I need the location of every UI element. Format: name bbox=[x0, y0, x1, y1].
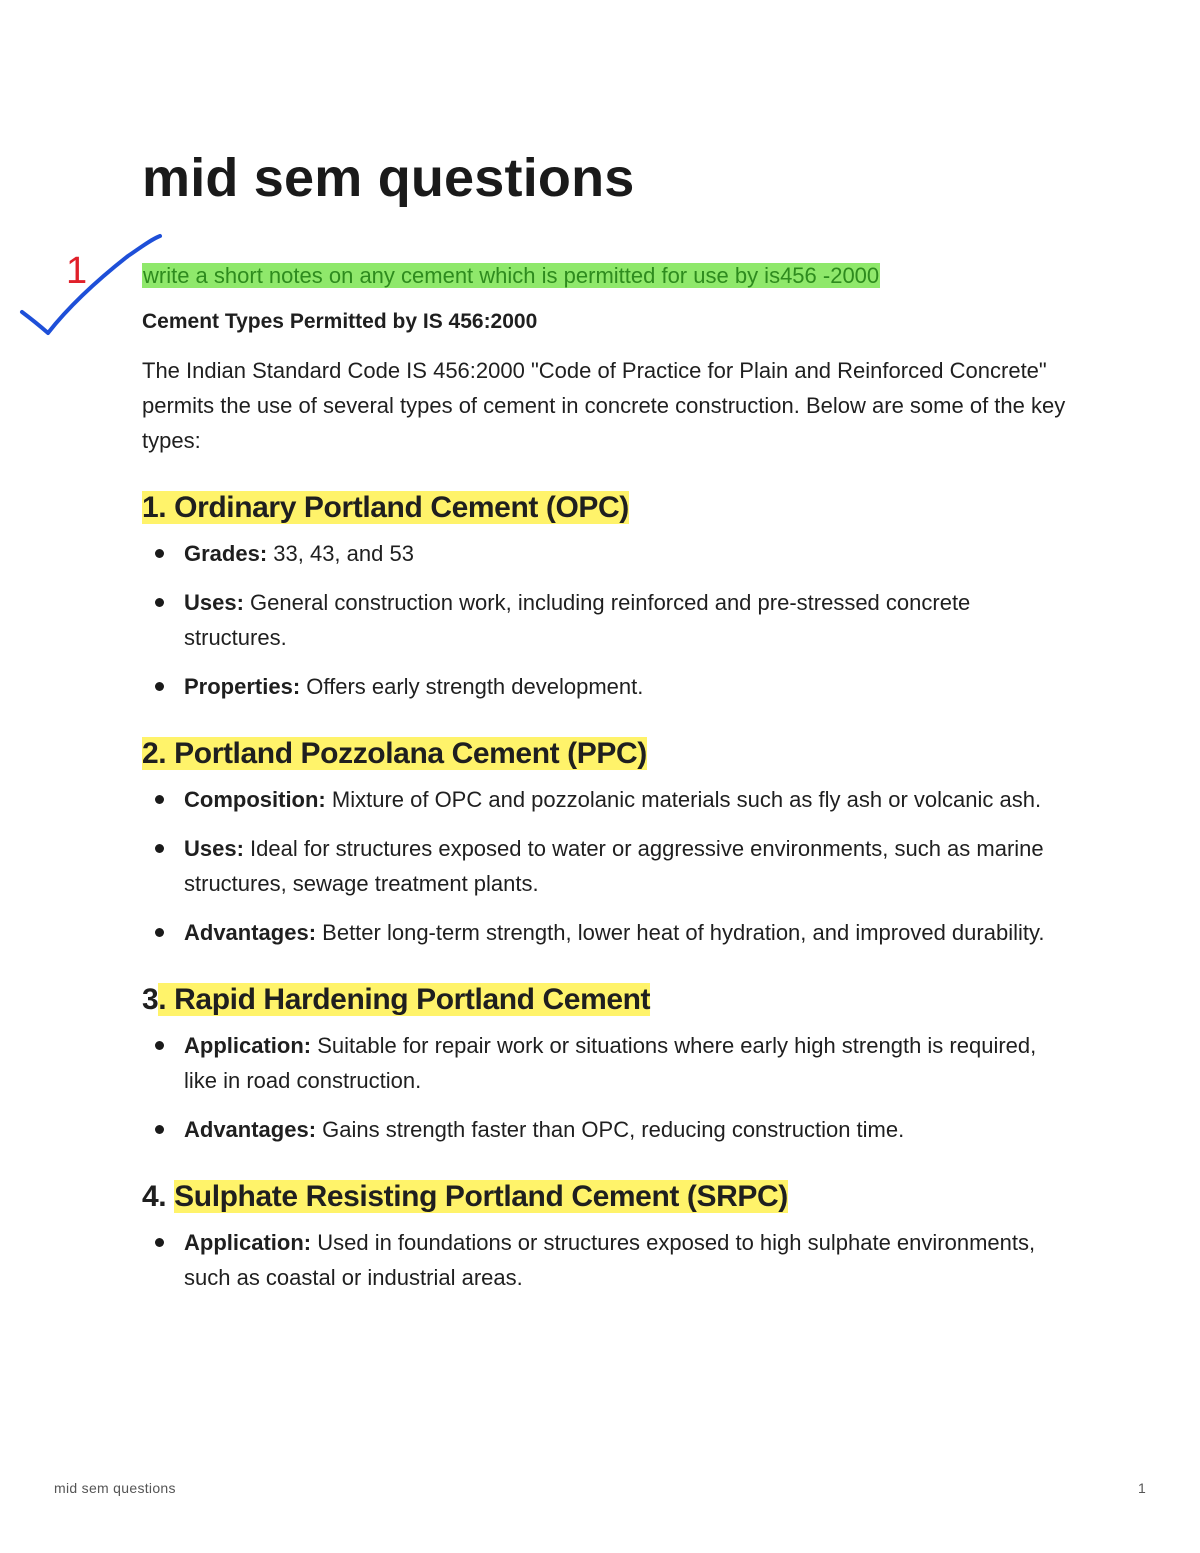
item-term: Properties: bbox=[184, 674, 301, 699]
item-term: Advantages: bbox=[184, 1117, 317, 1142]
bullet-icon bbox=[155, 928, 164, 937]
item-text: Gains strength faster than OPC, reducing construction time. bbox=[316, 1117, 905, 1142]
section-number: 3 bbox=[142, 983, 159, 1016]
list-item bbox=[142, 1112, 1072, 1147]
item-term: Uses: bbox=[184, 590, 244, 615]
section-list-ppc bbox=[142, 782, 1072, 950]
question-line bbox=[142, 261, 1072, 291]
bullet-icon bbox=[155, 1041, 164, 1050]
list-item bbox=[142, 669, 1072, 704]
bullet-icon bbox=[155, 682, 164, 691]
section-heading-opc bbox=[142, 488, 1072, 528]
section-heading-rhpc bbox=[142, 980, 1072, 1020]
section-heading-srpc bbox=[142, 1177, 1072, 1217]
item-term: Composition: bbox=[184, 787, 326, 812]
bullet-icon bbox=[155, 1125, 164, 1134]
bullet-icon bbox=[155, 598, 164, 607]
list-item bbox=[142, 585, 1072, 655]
section-heading-ppc bbox=[142, 734, 1072, 774]
bullet-icon bbox=[155, 549, 164, 558]
item-term: Grades: bbox=[184, 541, 268, 566]
item-text: Ideal for structures exposed to water or aggressive environments, such as marine structures, sewage treatment plants. bbox=[184, 836, 1044, 896]
answer-subheading: Cement Types Permitted by IS 456:2000 bbox=[142, 310, 538, 333]
list-item bbox=[142, 915, 1072, 950]
item-text: 33, 43, and 53 bbox=[267, 541, 414, 566]
section-list-opc bbox=[142, 536, 1072, 704]
annotation-number: 1 bbox=[66, 250, 88, 292]
item-text: Suitable for repair work or situations where early high strength is required, like in road construction. bbox=[184, 1033, 1037, 1093]
section-title: Portland Pozzolana Cement (PPC) bbox=[174, 737, 647, 770]
section-title: Ordinary Portland Cement (OPC) bbox=[174, 491, 629, 524]
bullet-icon bbox=[155, 795, 164, 804]
section-heading-highlight bbox=[142, 491, 629, 524]
list-item bbox=[142, 1028, 1072, 1098]
document-body bbox=[142, 140, 1072, 1295]
item-text: Better long-term strength, lower heat of hydration, and improved durability. bbox=[316, 920, 1045, 945]
bullet-icon bbox=[155, 844, 164, 853]
item-term: Application: bbox=[184, 1033, 312, 1058]
item-text: General construction work, including reinforced and pre-stressed concrete structures. bbox=[184, 590, 971, 650]
question-text: write a short notes on any cement which is permitted for use by is456 -2000 bbox=[143, 263, 880, 288]
section-number: 2. bbox=[142, 737, 175, 770]
list-item bbox=[142, 536, 1072, 571]
item-text: Mixture of OPC and pozzolanic materials such as fly ash or volcanic ash. bbox=[325, 787, 1042, 812]
page-title: mid sem questions bbox=[142, 148, 635, 208]
bullet-icon bbox=[155, 1238, 164, 1247]
intro-paragraph: The Indian Standard Code IS 456:2000 "Code of Practice for Plain and Reinforced Concrete" permits the use of several types of cement in concrete construction. Below are some of the key types: bbox=[142, 358, 1066, 453]
item-text: Used in foundations or structures exposed to high sulphate environments, such as coastal or industrial areas. bbox=[184, 1230, 1036, 1290]
section-title: Sulphate Resisting Portland Cement (SRPC) bbox=[174, 1180, 788, 1213]
section-list-rhpc bbox=[142, 1028, 1072, 1147]
item-term: Uses: bbox=[184, 836, 244, 861]
page-number: 1 bbox=[1138, 1480, 1146, 1496]
item-term: Application: bbox=[184, 1230, 312, 1255]
list-item bbox=[142, 782, 1072, 817]
section-title: . Rapid Hardening Portland Cement bbox=[158, 983, 651, 1016]
section-list-srpc bbox=[142, 1225, 1072, 1295]
item-text: Offers early strength development. bbox=[300, 674, 644, 699]
list-item bbox=[142, 831, 1072, 901]
footer-title: mid sem questions bbox=[54, 1480, 176, 1496]
section-number: 4. bbox=[142, 1180, 175, 1213]
section-number: 1. bbox=[142, 491, 175, 524]
section-heading-highlight bbox=[142, 737, 647, 770]
item-term: Advantages: bbox=[184, 920, 317, 945]
list-item bbox=[142, 1225, 1072, 1295]
